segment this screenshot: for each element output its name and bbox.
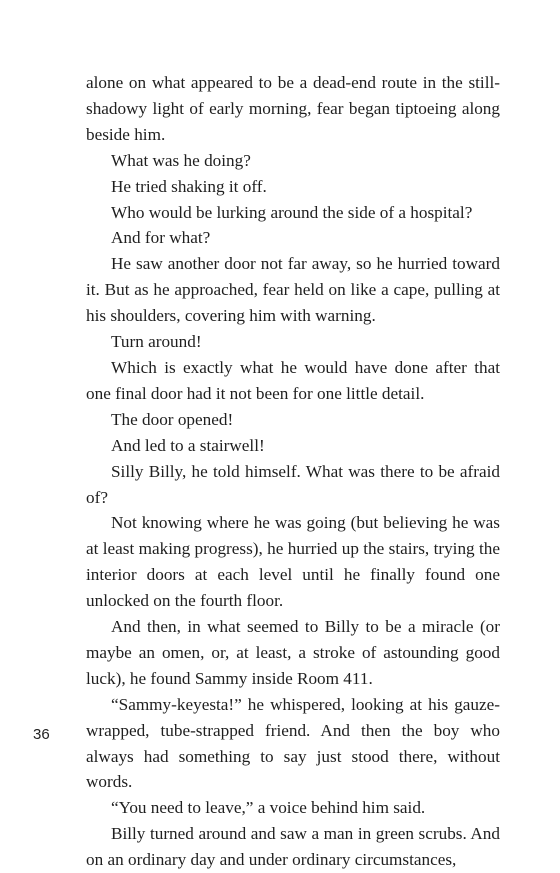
paragraph: Which is exactly what he would have done after that one final door had it not been for one little detail. xyxy=(86,357,500,403)
paragraph: “You need to leave,” a voice behind him said. xyxy=(111,798,426,818)
body-text xyxy=(86,70,500,873)
paragraph: alone on what appeared to be a dead-end route in the still-shadowy light of early morning, fear began tiptoeing along beside him. xyxy=(86,73,500,144)
paragraph: Silly Billy, he told himself. What was there to be afraid of? xyxy=(86,461,500,507)
paragraph: He saw another door not far away, so he hurried toward it. But as he approached, fear held on like a cape, pulling at his shoulders, covering him with warning. xyxy=(86,254,500,326)
paragraph: And for what? xyxy=(111,228,211,248)
paragraph: Not knowing where he was going (but believing he was at least making progress), he hurried up the stairs, trying the interior doors at each level until he finally found one unlocked on the fourth floor. xyxy=(86,513,500,611)
paragraph: Who would be lurking around the side of a hospital? xyxy=(111,202,473,222)
page-number: 36 xyxy=(33,726,50,743)
paragraph: And led to a stairwell! xyxy=(111,435,265,455)
paragraph: What was he doing? xyxy=(111,150,251,170)
paragraph: Turn around! xyxy=(111,332,202,352)
paragraph: He tried shaking it off. xyxy=(111,176,267,196)
paragraph: The door opened! xyxy=(111,409,234,429)
paragraph: Billy turned around and saw a man in green scrubs. And on an ordinary day and under ordinary circumstances, xyxy=(86,824,500,870)
paragraph: And then, in what seemed to Billy to be a miracle (or maybe an omen, or, at least, a stroke of astounding good luck), he found Sammy inside Room 411. xyxy=(86,617,500,688)
paragraph: “Sammy-keyesta!” he whispered, looking at his gauze-wrapped, tube-strapped friend. And then the boy who always had something to say just stood there, without words. xyxy=(86,694,500,792)
